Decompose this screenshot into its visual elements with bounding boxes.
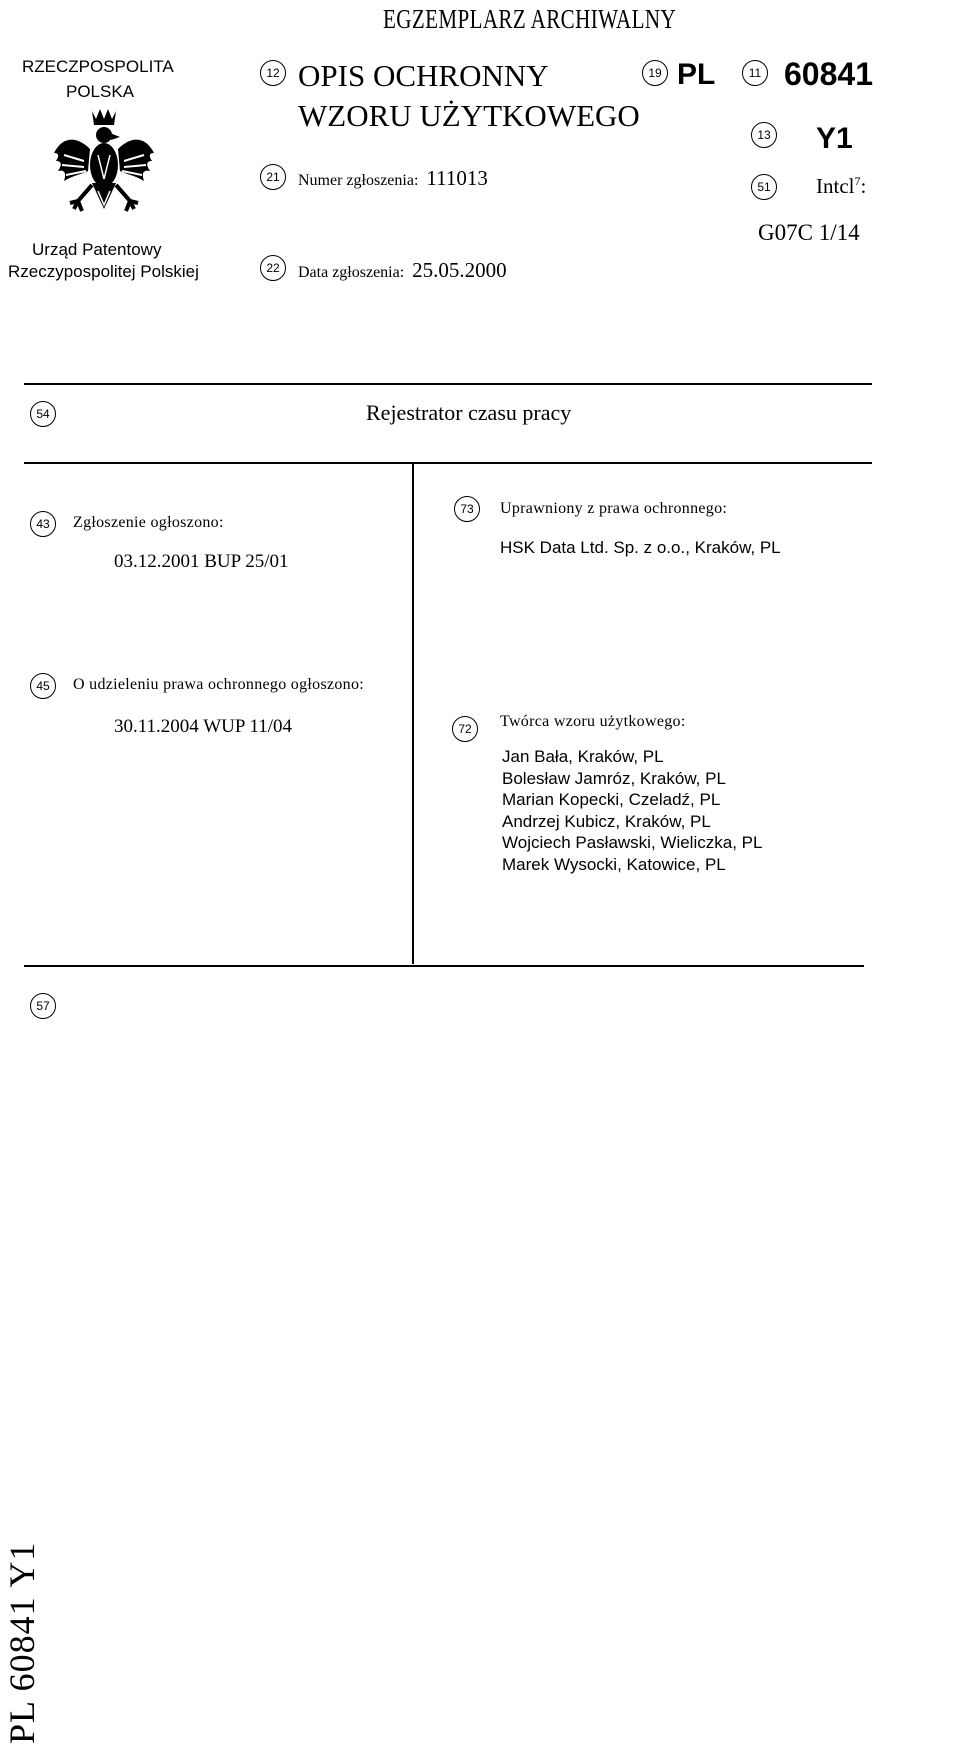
inid-code-72: 72 <box>452 716 478 742</box>
application-number-row <box>298 166 488 191</box>
filing-date-label: Data zgłoszenia: <box>298 264 405 281</box>
owner-value: HSK Data Ltd. Sp. z o.o., Kraków, PL <box>500 538 781 557</box>
inid-code-57: 57 <box>30 993 56 1019</box>
intcl-text: Intcl <box>816 174 855 198</box>
patent-office-line2: Rzeczypospolitej Polskiej <box>8 262 199 281</box>
document-title-line1: OPIS OCHRONNY <box>298 58 549 93</box>
publication-label: Zgłoszenie ogłoszono: <box>73 514 224 531</box>
country-code: PL <box>677 58 716 91</box>
archive-stamp: EGZEMPLARZ ARCHIWALNY <box>383 4 677 34</box>
filing-date: 25.05.2000 <box>412 258 507 282</box>
inid-code-45: 45 <box>30 673 56 699</box>
classification-symbol: G07C 1/14 <box>758 220 860 245</box>
publication-value: 03.12.2001 BUP 25/01 <box>114 551 289 572</box>
document-number: 60841 <box>784 56 873 92</box>
inid-code-11: 11 <box>742 60 768 86</box>
column-divider <box>412 464 414 964</box>
inventor-4: Andrzej Kubicz, Kraków, PL <box>502 811 711 831</box>
country-name-line1: RZECZPOSPOLITA <box>22 57 174 76</box>
side-document-label: PL 60841 Y1 <box>2 1541 42 1744</box>
document-title-line2: WZORU UŻYTKOWEGO <box>298 98 640 133</box>
divider-title-bottom <box>24 462 872 464</box>
country-name-line2: POLSKA <box>66 82 135 101</box>
intcl-label <box>816 174 866 199</box>
inventors-label: Twórca wzoru użytkowego: <box>500 713 686 730</box>
patent-office-line1: Urząd Patentowy <box>32 240 162 259</box>
inid-code-13: 13 <box>751 122 777 148</box>
divider-bottom <box>24 965 864 967</box>
divider-top <box>24 383 872 385</box>
grant-label: O udzieleniu prawa ochronnego ogłoszono: <box>73 676 365 693</box>
inid-code-51: 51 <box>751 174 777 200</box>
application-number: 111013 <box>426 166 488 190</box>
document-kind: Y1 <box>816 122 853 155</box>
inventor-2: Bolesław Jamróz, Kraków, PL <box>502 768 726 788</box>
utility-model-title: Rejestrator czasu pracy <box>366 400 572 425</box>
inventor-5: Wojciech Pasławski, Wieliczka, PL <box>502 833 763 852</box>
inventor-3: Marian Kopecki, Czeladź, PL <box>502 790 721 809</box>
intcl-edition: 7 <box>854 174 861 188</box>
inid-code-22: 22 <box>260 255 286 281</box>
inid-code-21: 21 <box>260 164 286 190</box>
grant-value: 30.11.2004 WUP 11/04 <box>114 716 293 737</box>
inventor-1: Jan Bała, Kraków, PL <box>502 747 664 766</box>
inid-code-73: 73 <box>454 496 480 522</box>
inventors-list <box>502 746 762 875</box>
inid-code-43: 43 <box>30 511 56 537</box>
polish-eagle-emblem-icon <box>48 105 158 225</box>
owner-label: Uprawniony z prawa ochronnego: <box>500 500 728 517</box>
intcl-colon: : <box>860 174 867 198</box>
filing-date-row <box>298 258 507 283</box>
inid-code-19: 19 <box>642 60 668 86</box>
inid-code-54: 54 <box>30 401 56 427</box>
inventor-6: Marek Wysocki, Katowice, PL <box>502 854 726 874</box>
inid-code-12: 12 <box>260 60 286 86</box>
application-number-label: Numer zgłoszenia: <box>298 172 419 189</box>
